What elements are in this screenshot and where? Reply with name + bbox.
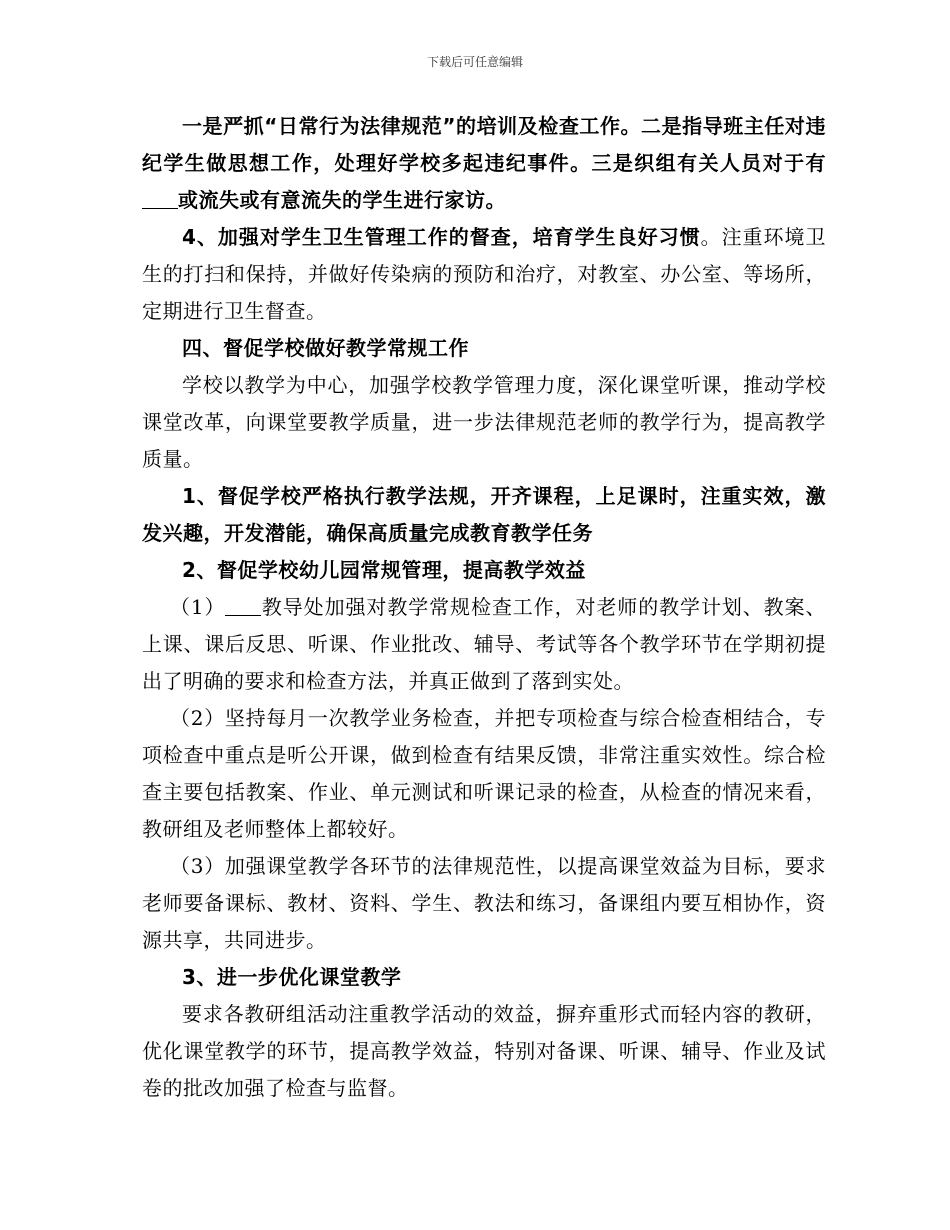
fill-in-blank (142, 190, 178, 209)
paragraph-1-text-a: 一是严抓“日常行为法律规范”的培训及检查工作。二是指导班主任对违纪学生做思想工作，处理好学校多起违纪事件。三是织组有关人员对于有 (142, 114, 826, 175)
paragraph-2-heading: 4、加强对学生卫生管理工作的督查，培育学生良好习惯 (182, 225, 701, 249)
section-heading-4: 四、督促学校做好教学常规工作 (182, 336, 469, 360)
document-body (142, 108, 826, 1107)
paragraph-1 (142, 108, 826, 219)
page-header: 下载后可任意编辑 (426, 55, 523, 69)
fill-in-blank (225, 597, 261, 616)
paragraph-2-text: 。注重环境卫生的打扫和保持，并做好传染病的预防和治疗，对教室、办公室、等场所，定期进行卫生督查。 (142, 225, 827, 323)
paragraph-6 (142, 589, 826, 700)
paragraph-6-number: （1） (170, 595, 226, 619)
paragraph-9: 3、进一步优化课堂教学 (182, 965, 402, 989)
paragraph-3: 学校以教学为中心，加强学校教学管理力度，深化课堂听课，推动学校课堂改革，向课堂要教学质量，进一步法律规范老师的教学行为，提高教学质量。 (142, 373, 826, 471)
paragraph-10: 要求各教研组活动注重教学活动的效益，摒弃重形式而轻内容的教研，优化课堂教学的环节，提高教学效益，特别对备课、听课、辅导、作业及试卷的批改加强了检查与监督。 (142, 1002, 826, 1100)
paragraph-5: 2、督促学校幼儿园常规管理，提高教学效益 (182, 558, 586, 582)
paragraph-6-text: 教导处加强对教学常规检查工作，对老师的教学计划、教案、上课、课后反思、听课、作业批改、辅导、考试等各个教学环节在学期初提出了明确的要求和检查方法，并真正做到了落到实处。 (142, 595, 826, 693)
paragraph-2 (142, 219, 826, 330)
paragraph-4: 1、督促学校严格执行教学法规，开齐课程，上足课时，注重实效，激发兴趣，开发潜能，确保高质量完成教育教学任务 (142, 484, 826, 545)
paragraph-1-text-b: 或流失或有意流失的学生进行家访。 (178, 188, 506, 212)
paragraph-7: （2）坚持每月一次教学业务检查，并把专项检查与综合检查相结合，专项检查中重点是听公开课，做到检查有结果反馈，非常注重实效性。综合检查主要包括教案、作业、单元测试和听课记录的检查，从检查的情况来看，教研组及老师整体上都较好。 (142, 706, 826, 841)
paragraph-8: （3）加强课堂教学各环节的法律规范性，以提高课堂效益为目标，要求老师要备课标、教材、资料、学生、教法和练习，备课组内要互相协作，资源共享，共同进步。 (142, 854, 826, 952)
